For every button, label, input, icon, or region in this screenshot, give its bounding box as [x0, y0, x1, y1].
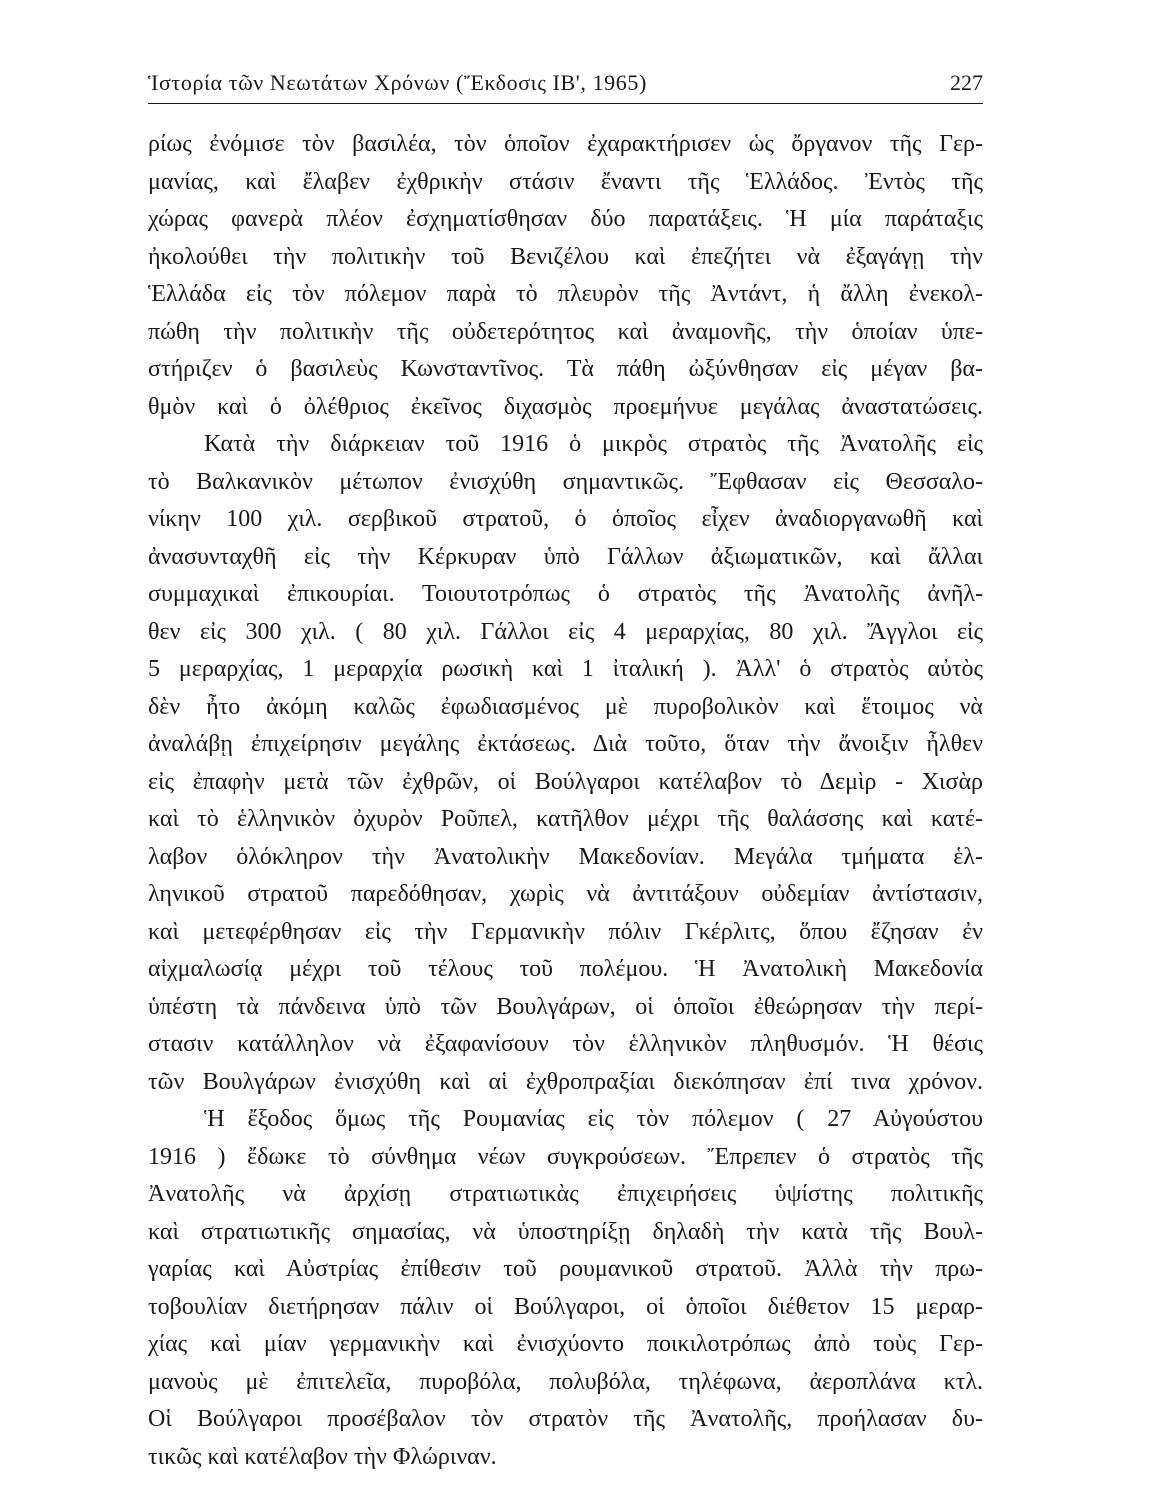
text-line: καὶ στρατιωτικῆς σημασίας, νὰ ὑποστηρίξῃ δηλαδὴ τὴν κατὰ τῆς Βουλ- [148, 1218, 983, 1245]
text-line: εἰς ἐπαφὴν μετὰ τῶν ἐχθρῶν, οἱ Βούλγαροι κατέλαβον τὸ Δεμὶρ - Χισὰρ [148, 768, 983, 795]
body-text [148, 126, 983, 1476]
running-title: Ἱστορία τῶν Νεωτάτων Χρόνων (Ἔκδοσις ΙΒ', 1965) [148, 70, 647, 95]
text-line: χίας καὶ μίαν γερμανικὴν καὶ ἐνισχύοντο ποικιλοτρόπως ἀπὸ τοὺς Γερ- [148, 1331, 983, 1357]
text-line: ληνικοῦ στρατοῦ παρεδόθησαν, χωρὶς νὰ ἀντιτάξουν οὐδεμίαν ἀντίστασιν, [148, 881, 983, 907]
paragraph-3 [148, 1101, 983, 1476]
paragraph-2 [148, 426, 983, 1101]
text-line: 5 μεραρχίας, 1 μεραρχία ρωσικὴ καὶ 1 ἰταλική ). Ἀλλ' ὁ στρατὸς αὐτὸς [148, 656, 983, 682]
text-line: τὸ Βαλκανικὸν μέτωπον ἐνισχύθη σημαντικῶς. Ἔφθασαν εἰς Θεσσαλο- [148, 468, 983, 495]
text-line: τῶν Βουλγάρων ἐνισχύθη καὶ αἱ ἐχθροπραξίαι διεκόπησαν ἐπί τινα χρόνον. [148, 1068, 983, 1095]
text-line: γαρίας καὶ Αὐστρίας ἐπίθεσιν τοῦ ρουμανικοῦ στρατοῦ. Ἀλλὰ τὴν πρω- [148, 1256, 983, 1282]
text-line: λαβον ὁλόκληρον τὴν Ἀνατολικὴν Μακεδονίαν. Μεγάλα τμήματα ἑλ- [148, 843, 983, 870]
text-line: ἠκολούθει τὴν πολιτικὴν τοῦ Βενιζέλου καὶ ἐπεζήτει νὰ ἐξαγάγῃ τὴν [148, 243, 983, 270]
text-line: αἰχμαλωσίᾳ μέχρι τοῦ τέλους τοῦ πολέμου. Ἡ Ἀνατολικὴ Μακεδονία [148, 956, 983, 982]
text-line: καὶ τὸ ἑλληνικὸν ὀχυρὸν Ροῦπελ, κατῆλθον μέχρι τῆς θαλάσσης καὶ κατέ- [148, 806, 983, 832]
text-line: δὲν ἦτο ἀκόμη καλῶς ἐφωδιασμένος μὲ πυροβολικὸν καὶ ἕτοιμος νὰ [148, 693, 983, 720]
text-line: χώρας φανερὰ πλέον ἐσχηματίσθησαν δύο παρατάξεις. Ἡ μία παράταξις [148, 206, 983, 232]
running-head [148, 70, 983, 102]
text-line: Ἑλλάδα εἰς τὸν πόλεμον παρὰ τὸ πλευρὸν τῆς Ἀντάντ, ἡ ἄλλη ἐνεκολ- [148, 281, 983, 307]
text-line: ρίως ἐνόμισε τὸν βασιλέα, τὸν ὁποῖον ἐχαρακτήρισεν ὡς ὄργανον τῆς Γερ- [148, 131, 983, 157]
text-line: ἀναλάβῃ ἐπιχείρησιν μεγάλης ἐκτάσεως. Διὰ τοῦτο, ὅταν τὴν ἄνοιξιν ἦλθεν [148, 731, 983, 757]
text-line: τικῶς καὶ κατέλαβον τὴν Φλώριναν. [148, 1443, 497, 1470]
paragraph-1 [148, 126, 983, 426]
text-line: μανίας, καὶ ἔλαβεν ἐχθρικὴν στάσιν ἔναντι τῆς Ἑλλάδος. Ἐντὸς τῆς [148, 168, 983, 195]
text-line: στασιν κατάλληλον νὰ ἐξαφανίσουν τὸν ἑλληνικὸν πληθυσμόν. Ἡ θέσις [148, 1031, 983, 1057]
text-line: τοβουλίαν διετήρησαν πάλιν οἱ Βούλγαροι, οἱ ὁποῖοι διέθετον 15 μεραρ- [148, 1293, 983, 1320]
text-line: θεν εἰς 300 χιλ. ( 80 χιλ. Γάλλοι εἰς 4 μεραρχίας, 80 χιλ. Ἄγγλοι εἰς [148, 618, 983, 645]
header-rule [148, 103, 983, 104]
text-line: Ἀνατολῆς νὰ ἀρχίσῃ στρατιωτικὰς ἐπιχειρήσεις ὑψίστης πολιτικῆς [148, 1181, 983, 1207]
text-line: στήριζεν ὁ βασιλεὺς Κωνσταντῖνος. Τὰ πάθη ὠξύνθησαν εἰς μέγαν βα- [148, 356, 983, 382]
text-line: ὑπέστη τὰ πάνδεινα ὑπὸ τῶν Βουλγάρων, οἱ ὁποῖοι ἐθεώρησαν τὴν περί- [148, 993, 983, 1020]
text-line: Ἡ ἔξοδος ὅμως τῆς Ρουμανίας εἰς τὸν πόλεμον ( 27 Αὐγούστου [204, 1106, 983, 1132]
page-number: 227 [950, 70, 983, 95]
text-line: καὶ μετεφέρθησαν εἰς τὴν Γερμανικὴν πόλιν Γκέρλιτς, ὅπου ἔζησαν ἐν [148, 918, 983, 945]
text-line: Κατὰ τὴν διάρκειαν τοῦ 1916 ὁ μικρὸς στρατὸς τῆς Ἀνατολῆς εἰς [204, 431, 983, 457]
text-line: πώθη τὴν πολιτικὴν τῆς οὐδετερότητος καὶ ἀναμονῆς, τὴν ὁποίαν ὑπε- [148, 318, 983, 345]
text-line: 1916 ) ἔδωκε τὸ σύνθημα νέων συγκρούσεων. Ἔπρεπεν ὁ στρατὸς τῆς [148, 1143, 983, 1170]
text-line: Οἱ Βούλγαροι προσέβαλον τὸν στρατὸν τῆς Ἀνατολῆς, προήλασαν δυ- [148, 1406, 983, 1432]
text-line: νίκην 100 χιλ. σερβικοῦ στρατοῦ, ὁ ὁποῖος εἶχεν ἀναδιοργανωθῆ καὶ [148, 506, 983, 532]
text-line: ἀνασυνταχθῆ εἰς τὴν Κέρκυραν ὑπὸ Γάλλων ἀξιωματικῶν, καὶ ἄλλαι [148, 543, 983, 570]
text-line: μανοὺς μὲ ἐπιτελεῖα, πυροβόλα, πολυβόλα, τηλέφωνα, ἀεροπλάνα κτλ. [148, 1368, 983, 1395]
text-line: συμμαχικαὶ ἐπικουρίαι. Τοιουτοτρόπως ὁ στρατὸς τῆς Ἀνατολῆς ἀνῆλ- [148, 581, 983, 607]
text-line: θμὸν καὶ ὁ ὀλέθριος ἐκεῖνος διχασμὸς προεμήνυε μεγάλας ἀναστατώσεις. [148, 393, 983, 420]
